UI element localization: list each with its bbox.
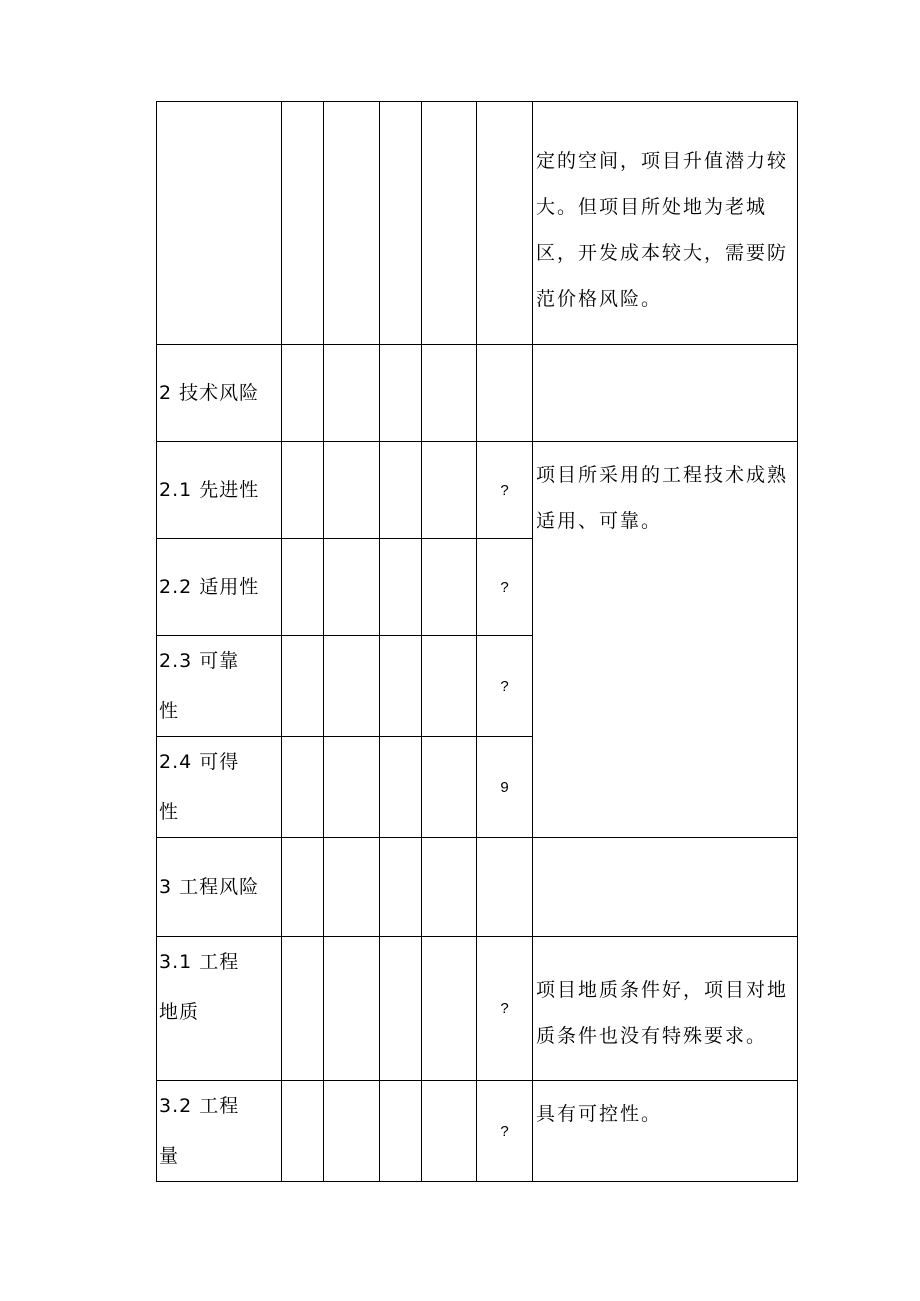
empty-cell xyxy=(324,539,380,636)
table-row xyxy=(157,1081,798,1182)
risk-factor-label: 2.4 可得性 xyxy=(159,751,240,823)
risk-factor-cell: 2 技术风险 xyxy=(157,345,282,442)
score-cell: ? xyxy=(477,1081,533,1182)
empty-cell xyxy=(422,636,477,737)
empty-cell xyxy=(422,737,477,838)
risk-factor-label: 3.2 工程量 xyxy=(159,1095,240,1167)
empty-cell xyxy=(324,1081,380,1182)
note-cell: 项目地质条件好，项目对地质条件也没有特殊要求。 xyxy=(533,937,798,1081)
score-cell xyxy=(477,345,533,442)
empty-cell xyxy=(324,442,380,539)
empty-cell xyxy=(282,636,324,737)
table-row xyxy=(157,102,798,345)
score-cell xyxy=(477,102,533,345)
empty-cell xyxy=(422,539,477,636)
note-cell: 定的空间，项目升值潜力较大。但项目所处地为老城区，开发成本较大，需要防范价格风险。 xyxy=(533,102,798,345)
empty-cell xyxy=(422,1081,477,1182)
empty-cell xyxy=(324,937,380,1081)
empty-cell xyxy=(380,539,422,636)
empty-cell xyxy=(422,838,477,937)
empty-cell xyxy=(282,1081,324,1182)
risk-factor-cell xyxy=(157,1081,282,1182)
empty-cell xyxy=(380,345,422,442)
table-row xyxy=(157,838,798,937)
empty-cell xyxy=(282,838,324,937)
empty-cell xyxy=(324,636,380,737)
empty-cell xyxy=(380,442,422,539)
empty-cell xyxy=(380,636,422,737)
empty-cell xyxy=(324,737,380,838)
risk-factor-cell: 2.1 先进性 xyxy=(157,442,282,539)
empty-cell xyxy=(282,937,324,1081)
empty-cell xyxy=(282,737,324,838)
note-cell: 具有可控性。 xyxy=(533,1081,798,1182)
empty-cell xyxy=(380,102,422,345)
empty-cell xyxy=(324,102,380,345)
empty-cell xyxy=(282,102,324,345)
empty-cell xyxy=(282,539,324,636)
score-cell xyxy=(477,838,533,937)
empty-cell xyxy=(422,442,477,539)
empty-cell xyxy=(422,102,477,345)
empty-cell xyxy=(380,1081,422,1182)
score-cell: ? xyxy=(477,937,533,1081)
risk-factor-label: 3.1 工程地质 xyxy=(159,951,240,1023)
empty-cell xyxy=(282,442,324,539)
empty-cell xyxy=(422,937,477,1081)
risk-factor-cell xyxy=(157,737,282,838)
empty-cell xyxy=(282,345,324,442)
risk-factor-cell: 3 工程风险 xyxy=(157,838,282,937)
note-cell xyxy=(533,838,798,937)
risk-factor-cell xyxy=(157,102,282,345)
score-cell: ? xyxy=(477,636,533,737)
note-cell: 项目所采用的工程技术成熟适用、可靠。 xyxy=(533,442,798,838)
empty-cell xyxy=(380,838,422,937)
risk-assessment-table xyxy=(156,101,798,1182)
table-row xyxy=(157,345,798,442)
table-row xyxy=(157,442,798,539)
score-cell: ? xyxy=(477,539,533,636)
risk-factor-cell: 2.2 适用性 xyxy=(157,539,282,636)
empty-cell xyxy=(380,937,422,1081)
score-cell: 9 xyxy=(477,737,533,838)
note-cell xyxy=(533,345,798,442)
empty-cell xyxy=(380,737,422,838)
risk-factor-cell xyxy=(157,937,282,1081)
risk-factor-label: 2.3 可靠性 xyxy=(159,650,240,722)
risk-factor-cell xyxy=(157,636,282,737)
empty-cell xyxy=(422,345,477,442)
table-row xyxy=(157,937,798,1081)
empty-cell xyxy=(324,345,380,442)
empty-cell xyxy=(324,838,380,937)
score-cell: ? xyxy=(477,442,533,539)
